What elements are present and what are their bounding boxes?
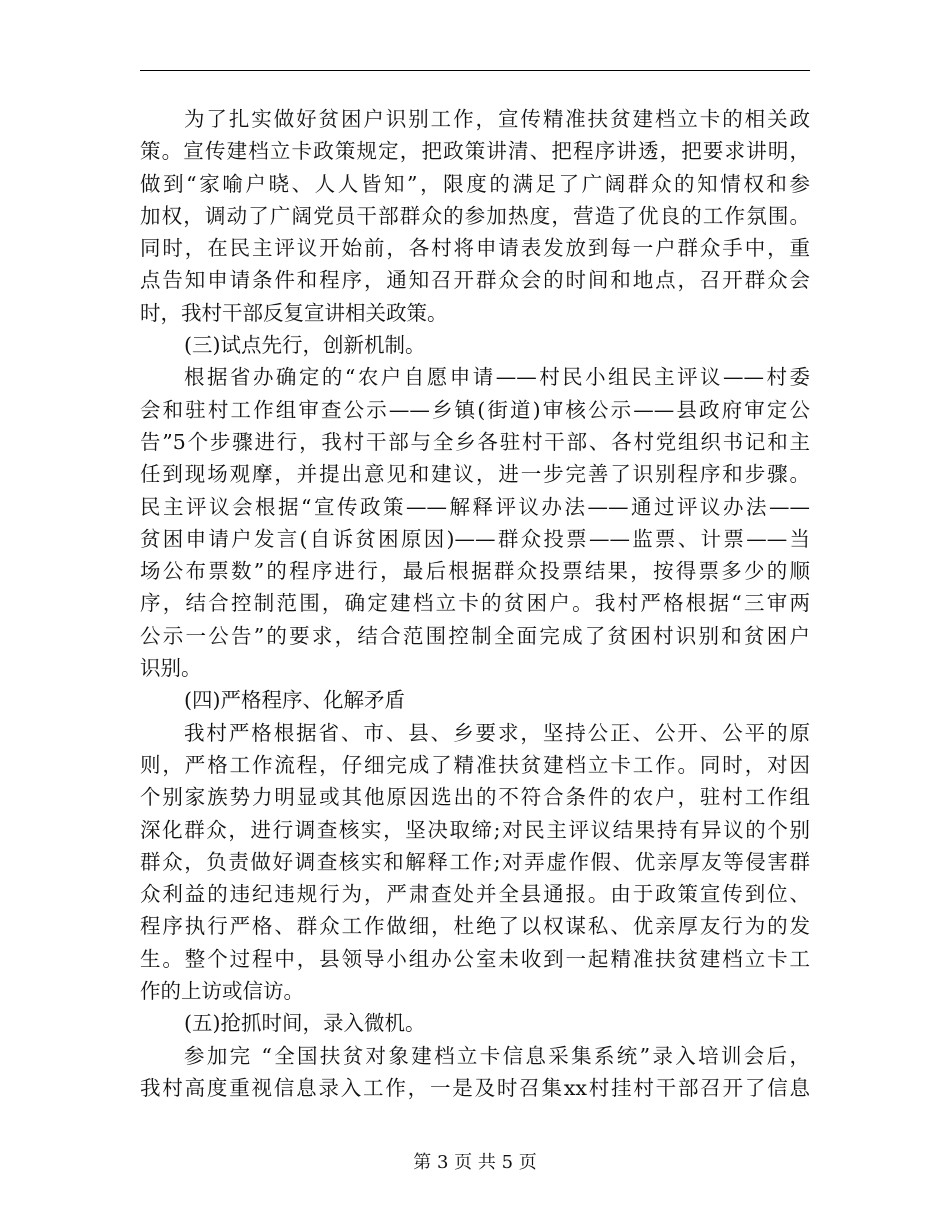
paragraph-line: 加权，调动了广阔党员干部群众的参加热度，营造了优良的工作氛围。 — [140, 203, 810, 228]
paragraph-line: 众利益的违纪违规行为，严肃查处并全县通报。由于政策宣传到位、 — [140, 882, 810, 907]
section-heading: (三)试点先行，创新机制。 — [184, 333, 426, 358]
paragraph-line: 贫困申请户发言(自诉贫困原因)——群众投票——监票、计票——当 — [140, 526, 810, 551]
paragraph-line: 群众，负责做好调查核实和解释工作;对弄虚作假、优亲厚友等侵害群 — [140, 849, 810, 874]
paragraph-line: 我村严格根据省、市、县、乡要求，坚持公正、公开、公平的原 — [184, 720, 810, 745]
paragraph-line: 场公布票数”的程序进行，最后根据群众投票结果，按得票多少的顺 — [140, 559, 810, 584]
paragraph-line: 我村高度重视信息录入工作，一是及时召集xx村挂村干部召开了信息 — [140, 1075, 810, 1100]
page-footer: 第 3 页 共 5 页 — [413, 1152, 537, 1173]
paragraph-line: 点告知申请条件和程序，通知召开群众会的时间和地点，召开群众会 — [140, 268, 810, 293]
paragraph-line: 任到现场观摩，并提出意见和建议，进一步完善了识别程序和步骤。 — [140, 462, 810, 487]
paragraph-line: 会和驻村工作组审查公示——乡镇(街道)审核公示——县政府审定公 — [140, 397, 810, 422]
paragraph-line: 个别家族势力明显或其他原因选出的不符合条件的农户，驻村工作组 — [140, 785, 810, 810]
paragraph-line: 告”5个步骤进行，我村干部与全乡各驻村干部、各村党组织书记和主 — [140, 429, 810, 454]
paragraph-line: 参加完 “全国扶贫对象建档立卡信息采集系统”录入培训会后， — [184, 1043, 810, 1068]
paragraph-line: 公示一公告”的要求，结合范围控制全面完成了贫困村识别和贫困户 — [140, 623, 810, 648]
section-heading: (五)抢抓时间，录入微机。 — [184, 1011, 426, 1036]
paragraph-line: 同时，在民主评议开始前，各村将申请表发放到每一户群众手中，重 — [140, 236, 810, 261]
paragraph-line: 做到“家喻户晓、人人皆知”，限度的满足了广阔群众的知情权和参 — [140, 171, 810, 196]
header-rule — [140, 70, 810, 71]
paragraph-line: 根据省办确定的“农户自愿申请——村民小组民主评议——村委 — [184, 365, 810, 390]
paragraph-line: 为了扎实做好贫困户识别工作，宣传精准扶贫建档立卡的相关政 — [184, 107, 810, 131]
paragraph-line: 时，我村干部反复宣讲相关政策。 — [140, 300, 448, 325]
paragraph-line: 则，严格工作流程，仔细完成了精准扶贫建档立卡工作。同时，对因 — [140, 752, 810, 777]
section-heading: (四)严格程序、化解矛盾 — [184, 688, 405, 713]
paragraph-line: 民主评议会根据“宣传政策——解释评议办法——通过评议办法—— — [140, 494, 810, 519]
paragraph-line: 深化群众，进行调查核实，坚决取缔;对民主评议结果持有异议的个别 — [140, 817, 810, 842]
paragraph-line: 序，结合控制范围，确定建档立卡的贫困户。我村严格根据“三审两 — [140, 591, 810, 616]
paragraph-line: 生。整个过程中，县领导小组办公室未收到一起精准扶贫建档立卡工 — [140, 946, 810, 971]
paragraph-line: 策。宣传建档立卡政策规定，把政策讲清、把程序讲透，把要求讲明， — [140, 139, 810, 164]
document-body — [140, 103, 810, 1104]
paragraph-line: 程序执行严格、群众工作做细，杜绝了以权谋私、优亲厚友行为的发 — [140, 914, 810, 939]
paragraph-line: 作的上访或信访。 — [140, 979, 304, 1004]
paragraph-line: 识别。 — [140, 656, 202, 681]
